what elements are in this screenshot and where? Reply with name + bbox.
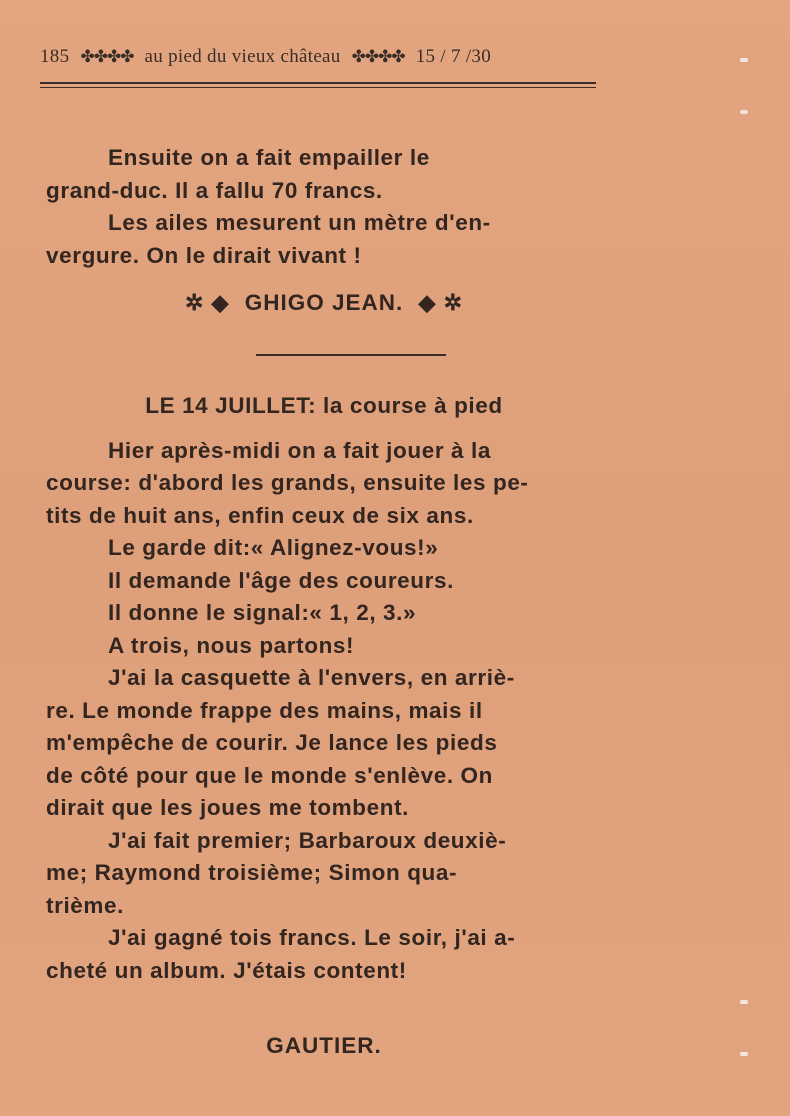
text-line: grand-duc. Il a fallu 70 francs.: [46, 177, 383, 203]
text-line: course: d'abord les grands, ensuite les pe-: [46, 470, 529, 495]
text-line: de côté pour que le monde s'enlève. On: [46, 762, 493, 788]
text-line: me; Raymond troisième; Simon qua-: [46, 860, 458, 885]
text-line: Il donne le signal:« 1, 2, 3.»: [108, 600, 417, 625]
issue-date: 15 / 7 /30: [415, 46, 492, 67]
diamond-flower-icon: ◆ ✲: [418, 290, 463, 315]
author-name: GHIGO JEAN.: [244, 290, 404, 315]
punch-hole: [740, 58, 748, 62]
author-name: GAUTIER.: [266, 1033, 382, 1058]
text-line: cheté un album. J'étais content!: [46, 957, 407, 983]
signature-ghigo: [46, 290, 602, 316]
header-rule: [40, 82, 596, 88]
punch-hole: [740, 1052, 748, 1056]
text-line: re. Le monde frappe des mains, mais il: [46, 697, 483, 723]
text-line: Il demande l'âge des coureurs.: [108, 567, 454, 593]
text-line: vergure. On le dirait vivant !: [46, 242, 362, 268]
punch-hole: [740, 1000, 748, 1004]
flower-diamond-icon: ✲ ◆: [185, 290, 230, 315]
text-line: Les ailes mesurent un mètre d'en-: [108, 210, 491, 235]
story-title: LE 14 JUILLET: la course à pied: [145, 393, 503, 418]
ornament-right-icon: ✤✤✤✤: [351, 47, 405, 66]
story-14-juillet: [46, 390, 602, 987]
story-grand-duc: [46, 142, 602, 272]
text-line: trième.: [46, 892, 124, 918]
section-divider: [256, 354, 446, 356]
journal-title: au pied du vieux château: [144, 46, 341, 67]
ornament-left-icon: ✤✤✤✤: [80, 47, 134, 66]
text-line: Le garde dit:« Alignez-vous!»: [108, 535, 439, 560]
signature-gautier: [46, 1033, 602, 1059]
page-number: 185: [40, 46, 70, 67]
text-line: dirait que les joues me tombent.: [46, 795, 410, 820]
text-line: A trois, nous partons!: [108, 632, 355, 658]
text-line: tits de huit ans, enfin ceux de six ans.: [46, 502, 474, 528]
text-line: J'ai fait premier; Barbaroux deuxiè-: [108, 827, 507, 853]
text-line: m'empêche de courir. Je lance les pieds: [46, 730, 498, 755]
text-line: Ensuite on a fait empailler le: [108, 145, 430, 170]
text-line: J'ai la casquette à l'envers, en arriè-: [108, 665, 515, 690]
text-line: Hier après-midi on a fait jouer à la: [108, 437, 491, 463]
text-line: J'ai gagné tois francs. Le soir, j'ai a-: [108, 925, 516, 950]
punch-hole: [740, 110, 748, 114]
page-header: [40, 46, 600, 68]
